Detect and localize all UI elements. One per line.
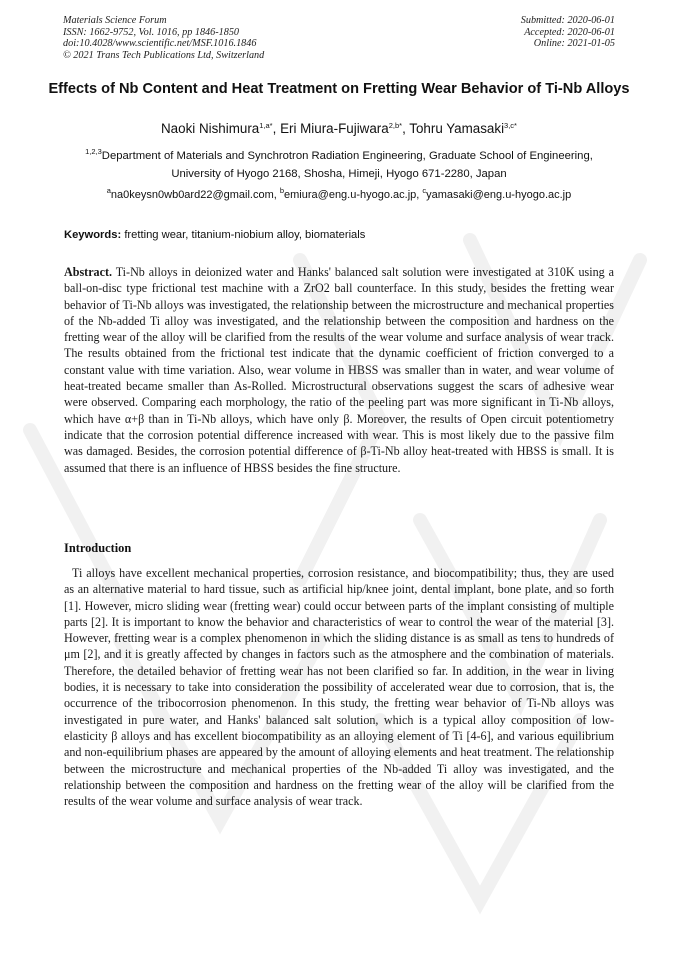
author-name: Tohru Yamasaki: [409, 121, 505, 136]
journal-copyright: © 2021 Trans Tech Publications Ltd, Switzerland: [63, 49, 265, 61]
paper-title: Effects of Nb Content and Heat Treatment on Fretting Wear Behavior of Ti-Nb Alloys: [48, 81, 630, 97]
email-link[interactable]: yamasaki@eng.u-hyogo.ac.jp: [426, 189, 572, 201]
keywords: [64, 228, 614, 242]
author-list: [40, 121, 638, 137]
author-affiliation-mark: 1,a*: [259, 121, 273, 130]
email-separator: ,: [273, 189, 280, 201]
accepted-date: Accepted: 2020-06-01: [524, 26, 615, 38]
keywords-text: fretting wear, titanium-niobium alloy, biomaterials: [124, 229, 366, 241]
author-affiliation-mark: 2,b*: [388, 121, 403, 130]
submitted-date: Submitted: 2020-06-01: [520, 15, 615, 26]
email-mark: a: [106, 186, 111, 195]
journal-header-left: [63, 15, 264, 61]
journal-name: Materials Science Forum: [63, 15, 167, 26]
affiliation: [74, 148, 604, 183]
email-link[interactable]: emiura@eng.u-hyogo.ac.jp: [284, 189, 417, 201]
affiliation-text: Department of Materials and Synchrotron Radiation Engineering, Graduate School of Engineering, University of Hyogo 2168, Shosha, Himeji, Hyogo 671-2280, Japan: [101, 150, 593, 180]
introduction-text: Ti alloys have excellent mechanical properties, corrosion resistance, and biocompatibility; thus, they are used as an alternative material to hard tissue, such as artificial hip/knee joint, dental implant, bone plate, and so forth [1]. However, micro sliding wear (fretting wear) could occur between parts of the implant consisting of multiple parts [2]. It is important to know the behavior and characteristics of wear to control the wear of the material [3]. However, fretting wear is a complex phenomenon in which the sliding distance is as small as tens to hundreds of μm [2], and it is greatly affected by changes in factors such as the atmosphere and the combination of materials. Therefore, the detailed behavior of fretting wear has not been clarified so far. In addition, in the wear in living bodies, it is necessary to take into consideration the possibility of accelerated wear due to corrosion, that is, the occurrence of the tribocorrosion phenomenon. In this study, the fretting wear behavior of Ti-Nb alloys was investigated in pure water, and Hanks' balanced salt solution, which is a typical alloy composition of low-elasticity β alloys and has excellent biocompatibility as an alloying element of Ti [4-6], and various equilibrium and non-equilibrium phases are appeared by the amount of alloying elements and heat treatment. The relationship between the microstructure and mechanical properties of the Nb-added Ti alloy was investigated, and the relationship between the composition and hardness on the fretting wear of the alloy will be clarified from the results of the wear volume and surface analysis of wear track.: [64, 566, 614, 809]
email-list: [40, 188, 638, 203]
email-mark: c: [422, 186, 427, 195]
author-name: Naoki Nishimura: [161, 121, 260, 136]
abstract: [64, 264, 614, 476]
journal-header-right: [521, 15, 615, 50]
author-affiliation-mark: 3,c*: [504, 121, 517, 130]
abstract-text: Ti-Nb alloys in deionized water and Hanks' balanced salt solution were investigated at 310K using a ball-on-disc type frictional test machine with a ZrO2 ball counterface. In this study, besides the fretting wear behavior of Ti-Nb alloys was investigated, the relationship between the microstructure and mechanical properties of the Nb-added Ti alloy was investigated, and the relationship between the composition and hardness on the fretting wear of the alloy will be clarified from the results of the wear volume and surface analysis of wear track. The results obtained from the frictional test indicate that the dynamic coefficient of friction converged to a constant value with time variation. Also, wear volume in HBSS was smaller than in water, and wear volume of heat-treated became smaller than As-Rolled. Microstructural observations suggest the scars of adhesive wear were observed. Comparing each morphology, the ratio of the peeling part was more significant in Ti-Nb alloys, which have α+β than in Ti-Nb alloys, which have only β. Moreover, the results of Open circuit potentiometry indicate that the corrosion potential difference increased with wear. This is most likely due to the passive film was damaged. Besides, the corrosion potential difference of β-Ti-Nb alloy heat-treated with HBSS is small. It is assumed that there is an influence of HBSS besides the fine structure.: [64, 265, 614, 475]
email-separator: ,: [416, 189, 423, 201]
email-link[interactable]: na0keysn0wb0ard22@gmail.com: [110, 189, 274, 201]
keywords-label: Keywords:: [64, 229, 122, 241]
author-separator: ,: [272, 121, 281, 136]
affiliation-mark: 1,2,3: [85, 147, 102, 156]
journal-issn: ISSN: 1662-9752, Vol. 1016, pp 1846-1850: [63, 26, 240, 38]
journal-doi[interactable]: doi:10.4028/www.scientific.net/MSF.1016.1846: [63, 38, 257, 50]
email-mark: b: [279, 186, 285, 195]
abstract-label: Abstract.: [64, 265, 113, 279]
introduction-heading: Introduction: [64, 541, 132, 555]
author-name: Eri Miura-Fujiwara: [280, 121, 389, 136]
online-date: Online: 2021-01-05: [533, 38, 615, 50]
author-separator: ,: [402, 121, 410, 136]
